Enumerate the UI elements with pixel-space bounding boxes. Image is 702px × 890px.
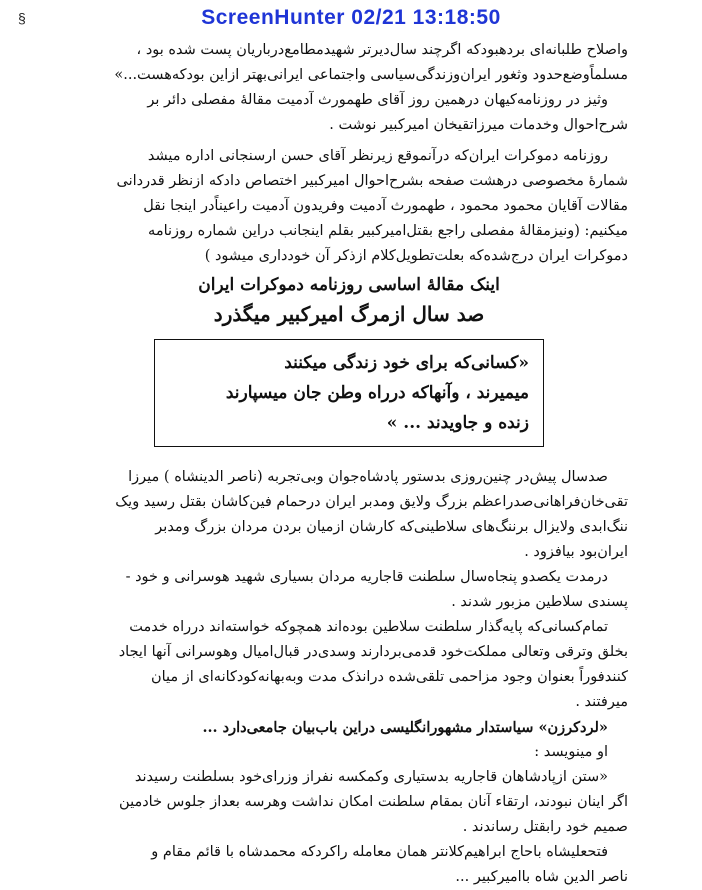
text-line: صدسال پیش‌در چنین‌روزی بدستور پادشاه‌جوان وبی‌تجربه (ناصر الدینشاه ) میرزا	[128, 469, 608, 485]
paragraph-8	[70, 765, 628, 840]
text-line: شرح‌احوال وخدمات میرزاتقیخان امیرکبیر نوشت .	[329, 117, 628, 133]
text-line: درمدت یکصدو پنجاه‌سال سلطنت قاجاریه مردان بسیاری شهید هوسرانی و خود -	[125, 569, 608, 585]
text-line: ایران‌بود بیافزود .	[524, 544, 628, 560]
text-line: صمیم خود رابقتل رساندند .	[462, 819, 628, 835]
text-line: او مینویسد :	[534, 744, 608, 760]
paragraph-9	[70, 840, 628, 890]
article-heading: اینک مقالهٔ اساسی روزنامه دموکرات ایران	[198, 275, 500, 295]
text-line: کنندفوراً بعنوان وجود مزاحمی تلقی‌شده درانذک مدت وبه‌بهانه‌کودکانه‌ای از میان	[150, 669, 628, 685]
quote-line: زنده و جاویدند ... »	[386, 413, 529, 433]
text-line: مقالات آقایان محمود محمود ، طهمورث آدمیت وفریدون آدمیت راعیناًدر اینجا نقل	[143, 198, 628, 214]
text-line: فتحعلیشاه باحاج ابراهیم‌کلانتر همان معامله راکردکه محمدشاه با قائم مقام و	[151, 844, 608, 860]
text-line: اگر اینان نبودند، ارتقاء آنان بمقام سلطنت امکان نداشت وهرسه بعداز جلوس خادمین	[119, 794, 628, 810]
text-line: تقی‌خان‌فراهانی‌صدراعظم بزرگ ولایق ومدبر ایران درحمام فین‌کاشان بقتل رسید ویک	[115, 494, 628, 510]
paragraph-3	[70, 144, 628, 269]
paragraph-2	[70, 88, 628, 138]
paragraph-5	[70, 565, 628, 615]
text-line: تمام‌کسانی‌که پایه‌گذار سلطنت سلاطین بوده‌اند همچوکه خواسته‌اند درراه خدمت	[129, 619, 608, 635]
text-line: روزنامه دموکرات ایران‌که درآنموقع زیرنظر آقای حسن ارسنجانی اداره میشد	[147, 148, 608, 164]
text-line: بخلق وترقی وتعالی مملکت‌خود قدمی‌بردارند وسدی‌در قبال‌امیال وهوسرانی آنها ایجاد	[118, 644, 628, 660]
text-line: پسندی سلاطین مزبور شدند .	[451, 594, 628, 610]
text-line: «ستن ازپادشاهان قاجاریه بدستیاری وکمکسه نفراز وزرای‌خود بسلطنت رسیدند	[134, 769, 608, 785]
screenhunter-watermark: ScreenHunter 02/21 13:18:50	[201, 6, 501, 29]
paragraph-1	[70, 38, 628, 88]
text-line: ناصر الدین شاه باامیرکبیر ...	[455, 869, 628, 885]
text-line: شمارهٔ مخصوصی درهشت صفحه بشرح‌احوال امیرکبیر اختصاص دادکه ازنظر قدردانی	[116, 173, 628, 189]
quote-line: «کسانی‌که برای خود زندگی میکنند	[284, 353, 529, 373]
text-line: میکنیم: (ونیزمقالهٔ مفصلی راجع بقتل‌امیرکبیر بقلم اینجانب دراین شماره روزنامه	[148, 223, 628, 239]
corner-mark: §	[18, 10, 26, 26]
text-line: مسلماًوضع‌حدود وثغور ایران‌وزندگی‌سیاسی واجتماعی ایرانی‌بهتر ازاین بودکه‌هست...»	[114, 67, 628, 83]
text-line: ننگ‌ابدی ولایزال برننگ‌های سلاطینی‌که کارشان ازمیان بردن مردان بزرگ ومدبر	[155, 519, 628, 535]
boxed-quote	[154, 339, 544, 447]
text-line: میرفتند .	[575, 694, 628, 710]
paragraph-4	[70, 465, 628, 565]
text-line: دموکرات ایران درج‌شده‌که بعلت‌تطویل‌کلام ازذکر آن خودداری میشود )	[204, 248, 628, 264]
article-title: صد سال ازمرگ امیرکبیر میگذرد	[213, 302, 485, 326]
text-line: «لردکرزن» سیاستدار مشهورانگلیسی دراین باب‌بیان جامعی‌دارد ...	[202, 719, 608, 736]
text-line: وثیز در روزنامه‌کیهان درهمین روز آقای طهمورث آدمیت مقالهٔ مفصلی دائر بر	[147, 92, 608, 108]
paragraph-6	[70, 615, 628, 715]
text-line: واصلاح طلبانه‌ای بردهبودکه اگرچند سال‌دیرتر شهیدمطامع‌درباریان پست شده بود ،	[136, 42, 628, 58]
quote-line: میمیرند ، وآنهاکه درراه وطن جان میسپارند	[225, 383, 529, 403]
paragraph-7	[70, 715, 628, 765]
document-page	[70, 38, 628, 890]
